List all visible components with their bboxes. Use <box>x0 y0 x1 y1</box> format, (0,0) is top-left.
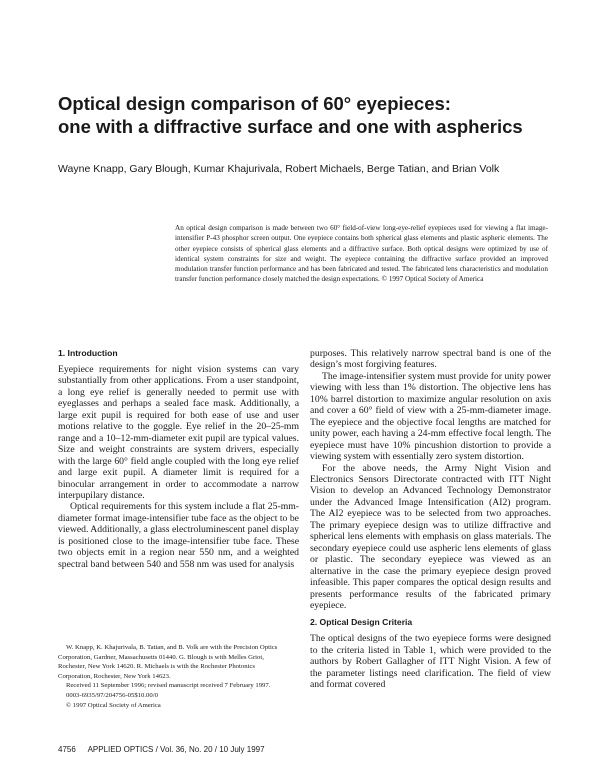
footnote-received: Received 11 September 1996; revised manuscript received 7 February 1997. <box>66 682 271 690</box>
intro-paragraph-2: Optical requirements for this system include a flat 25-mm-diameter format image-intensifier tube face as the object to be viewed. Additionally, a glass electroluminescent panel display is positioned close to the image-intensifier tube face. These two objects emit in a region near 550 nm, and a weighted spectral band between 540 and 558 nm was used for analysis <box>58 501 299 570</box>
footnote-code: 0003-6935/97/204756-05$10.00/0 <box>66 691 158 699</box>
intro-paragraph-1: Eyepiece requirements for night vision systems can vary substantially from other applications. From a user standpoint, a long eye relief is generally needed to permit use with eyeglasses and perhaps a sealed face mask. Additionally, a large exit pupil is required for both ease of use and user motions relative to the goggle. Eye relief in the 20–25-mm range and a 10–12-mm-diameter exit pupil are typical values. Size and weight constraints are system drivers, especially with the large 60° field angle coupled with the long eye relief and large exit pupil. A diameter limit is required for a binocular arrangement in order to accommodate a narrow interpupilary distance. <box>58 364 299 501</box>
journal-citation: APPLIED OPTICS / Vol. 36, No. 20 / 10 July 1997 <box>87 745 265 754</box>
intro-paragraph-3: purposes. This relatively narrow spectral band is one of the design’s most forgiving features. <box>310 348 551 371</box>
section-heading-introduction: 1. Introduction <box>58 348 118 358</box>
footnotes <box>58 643 288 710</box>
author-list: Wayne Knapp, Gary Blough, Kumar Khajurivala, Robert Michaels, Berge Tatian, and Brian Volk <box>58 163 500 175</box>
abstract: An optical design comparison is made between two 60° field-of-view long-eye-relief eyepieces used for viewing a flat image-intensifier P-43 phosphor screen output. One eyepiece contains both spherical glass elements and plastic aspheric elements. The other eyepiece consists of spherical glass elements and a diffractive surface. Both optical designs were optimized by use of identical system constraints for size and weight. The eyepiece containing the diffractive surface provided an improved modulation transfer function performance and has been fabricated and tested. The fabricated lens characteristics and modulation transfer function performance closely matched the design expectations. © 1997 Optical Society of America <box>175 224 548 284</box>
title-line-1: Optical design comparison of 60° eyepieces: <box>58 93 451 114</box>
footnote-copyright: © 1997 Optical Society of America <box>66 701 161 709</box>
intro-paragraph-5: For the above needs, the Army Night Vision and Electronics Sensors Directorate contracted with ITT Night Vision to develop an Advanced Technology Demonstrator under the Advanced Image Intensification (AI2) program. The AI2 eyepiece was to be selected from two approaches. The primary eyepiece design was to utilize diffractive and spherical lens elements with emphasis on glass materials. The secondary eyepiece could use aspheric lens elements of glass or plastic. The secondary eyepiece was viewed as an alternative in the case the primary eyepiece design proved infeasible. This paper compares the optical design results and presents performance results of the fabricated primary eyepiece. <box>310 462 551 611</box>
footnote-affiliations: W. Knapp, K. Khajurivala, B. Tatian, and B. Volk are with the Precision Optics Corporation, Gardner, Massachusetts 01440. G. Blough is with Melles Griot, Rochester, New York 14620. R. Michaels is with the Rochester Photonics Corporation, Rochester, New York 14623. <box>58 644 278 680</box>
left-column <box>58 348 299 570</box>
intro-paragraph-4: The image-intensifier system must provide for unity power viewing with less than 1% distortion. The objective lens has 10% barrel distortion to maximize angular resolution on axis and cover a 60° field of view with a 25-mm-diameter image. The eyepiece and the objective focal lengths are matched for unity power, each having a 24-mm effective focal length. The eyepiece must have 10% pincushion distortion to provide a viewing system with essentially zero system distortion. <box>310 370 551 463</box>
section-heading-criteria: 2. Optical Design Criteria <box>310 617 413 628</box>
right-column <box>310 348 551 691</box>
running-footer <box>58 745 275 754</box>
paper-title <box>58 92 558 138</box>
page-number: 4756 <box>58 745 76 754</box>
criteria-paragraph-1: The optical designs of the two eyepiece forms were designed to the criteria listed in Table 1, which were provided to the authors by Robert Gallagher of ITT Night Vision. A few of the parameter listings need clarification. The field of view and format covered <box>310 633 551 691</box>
title-line-2: one with a diffractive surface and one with aspherics <box>58 116 523 137</box>
